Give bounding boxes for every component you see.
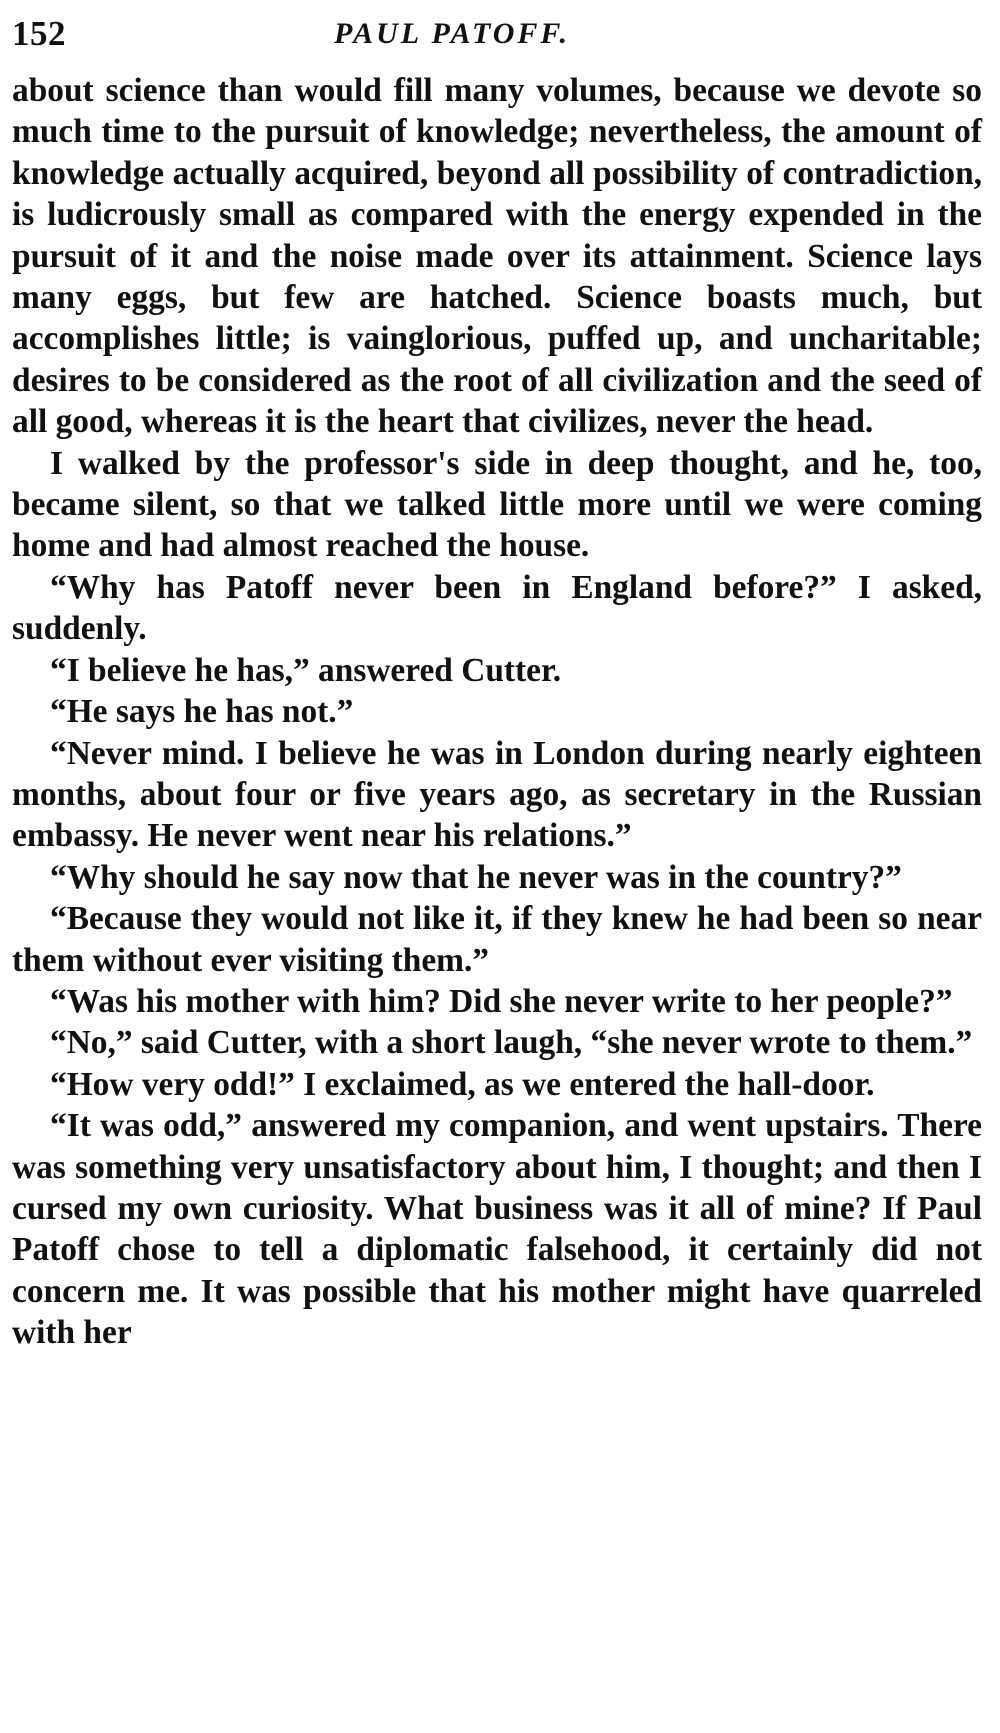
running-title: PAUL PATOFF. — [334, 17, 571, 50]
page-number: 152 — [12, 14, 66, 53]
running-head — [12, 12, 982, 70]
paragraph-london: “Never mind. I believe he was in London during nearly eighteen months, about four or five years ago, as secretary in the Russian embassy. He never went near his relations.” — [12, 734, 982, 855]
paragraph-how-odd: “How very odd!” I exclaimed, as we entered the hall-door. — [50, 1065, 875, 1103]
body-text — [12, 70, 982, 1354]
paragraph-mother: “Was his mother with him? Did she never write to her people?” — [50, 982, 953, 1020]
paragraph-because: “Because they would not like it, if they knew he had been so near them without ever visiting them.” — [12, 900, 982, 979]
paragraph-no-laugh: “No,” said Cutter, with a short laugh, “she never wrote to them.” — [50, 1024, 973, 1062]
paragraph-question-england: “Why has Patoff never been in England before?” I asked, suddenly. — [12, 568, 982, 648]
paragraph-cutter-believes: “I believe he has,” answered Cutter. — [50, 651, 562, 689]
paragraph-says-not: “He says he has not.” — [50, 693, 354, 731]
paragraph-why-say: “Why should he say now that he never was in the country?” — [50, 858, 902, 896]
paragraph-walked: I walked by the professor's side in deep thought, and he, too, became silent, so that we talked little more until we were coming home and had almost reached the house. — [12, 444, 982, 565]
paragraph-science: about science than would fill many volumes, because we devote so much time to the pursuit of knowledge; nevertheless, the amount of knowledge actually acquired, beyond all possibility of contradiction, is ludicrously small as compared with the energy expended in the pursuit of it and the noise made over its attainment. Science lays many eggs, but few are hatched. Science boasts much, but accomplishes little; is vainglorious, puffed up, and uncharitable; desires to be considered as the root of all civilization and the seed of all good, whereas it is the heart that civilizes, never the head. — [12, 72, 982, 441]
paragraph-it-was-odd: “It was odd,” answered my companion, and went upstairs. There was something very unsatisfactory about him, I thought; and then I cursed my own curiosity. What business was it all of mine? If Paul Patoff chose to tell a diplomatic falsehood, it certainly did not concern me. It was possible that his mother might have quarreled with her — [12, 1107, 982, 1352]
